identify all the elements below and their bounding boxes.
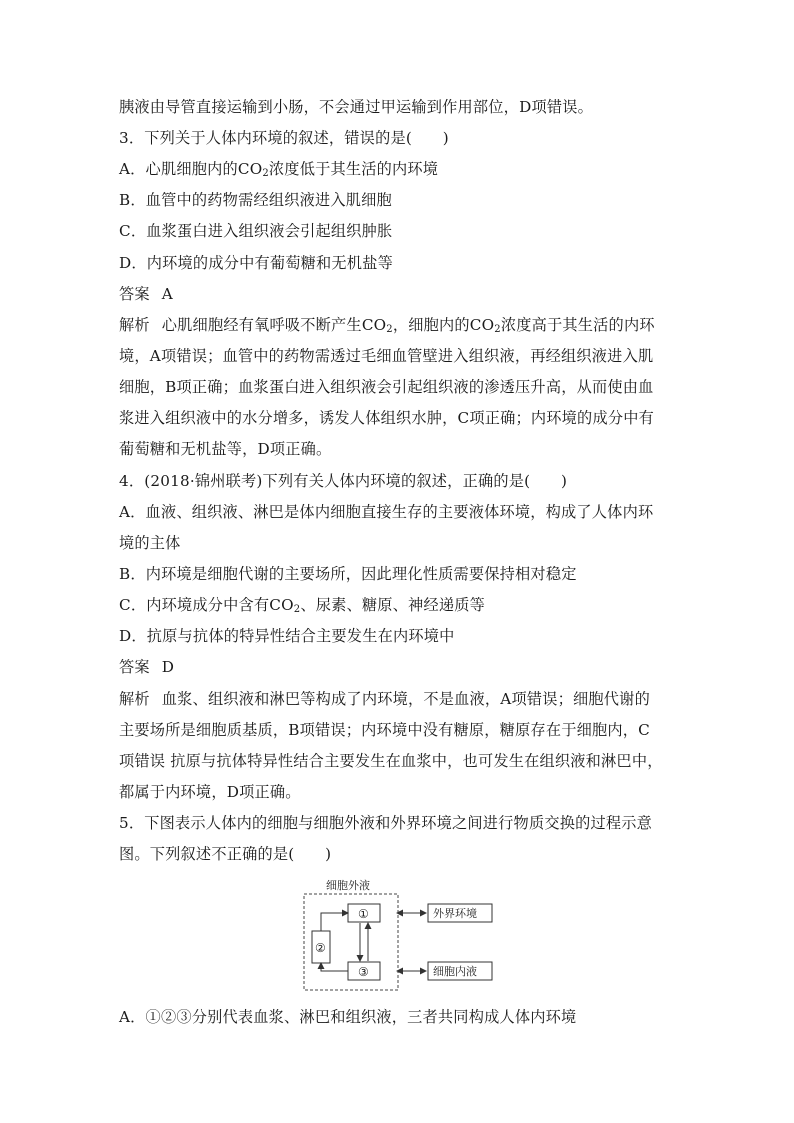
option-4d: D．抗原与抗体的特异性结合主要发生在内环境中	[119, 627, 455, 645]
option-3b: B．血管中的药物需经组织液进入肌细胞	[119, 191, 392, 209]
option-3c: C．血浆蛋白进入组织液会引起组织肿胀	[119, 222, 393, 240]
extracellular-fluid-label: 细胞外液	[326, 879, 370, 892]
question-5-line-2: 图。下列叙述不正确的是( )	[119, 845, 332, 863]
option-3d: D．内环境的成分中有葡萄糖和无机盐等	[119, 254, 393, 272]
node-3-label: ③	[358, 965, 369, 979]
node-1-label: ①	[358, 907, 369, 921]
explanation-4-line-4: 都属于内环境，D项正确。	[119, 783, 301, 801]
intracellular-fluid-label: 细胞内液	[433, 965, 477, 978]
explanation-3-line-1: 解析 心肌细胞经有氧呼吸不断产生$CO_2$，细胞内的$CO_2$浓度高于其生活的内环	[119, 316, 655, 335]
text-line: 胰液由导管直接运输到小肠，不会通过甲运输到作用部位，D项错误。	[119, 98, 594, 116]
answer-3: 答案 A	[119, 285, 173, 303]
exchange-diagram	[300, 876, 500, 994]
question-3: 3．下列关于人体内环境的叙述，错误的是( )	[119, 129, 449, 147]
option-4a-line-2: 境的主体	[119, 534, 181, 552]
external-environment-label: 外界环境	[433, 907, 477, 920]
option-4c: C．内环境成分中含有$CO_2$、尿素、糖原、神经递质等	[119, 596, 485, 615]
explanation-4-line-1: 解析 血浆、组织液和淋巴等构成了内环境，不是血液，A项错误；细胞代谢的	[119, 690, 650, 708]
explanation-4-line-3: 项错误 抗原与抗体特异性结合主要发生在血浆中，也可发生在组织液和淋巴中，	[119, 752, 663, 770]
arrow-3-to-2	[321, 963, 348, 971]
option-3a: A．心肌细胞内的$CO_2$浓度低于其生活的内环境	[119, 160, 439, 179]
question-5-line-1: 5．下图表示人体内的细胞与细胞外液和外界环境之间进行物质交换的过程示意	[119, 814, 653, 832]
question-4: 4．(2018·锦州联考)下列有关人体内环境的叙述，正确的是( )	[119, 472, 568, 490]
explanation-3-line-2: 境，A项错误；血管中的药物需透过毛细血管壁进入组织液，再经组织液进入肌	[119, 347, 654, 365]
option-5a: A．①②③分别代表血浆、淋巴和组织液，三者共同构成人体内环境	[119, 1008, 577, 1026]
option-4b: B．内环境是细胞代谢的主要场所，因此理化性质需要保持相对稳定	[119, 565, 577, 583]
explanation-3-line-3: 细胞，B项正确；血浆蛋白进入组织液会引起组织液的渗透压升高，从而使由血	[119, 378, 654, 396]
arrow-2-to-1	[321, 913, 348, 931]
explanation-3-line-4: 浆进入组织液中的水分增多，诱发人体组织水肿，C项正确；内环境的成分中有	[119, 409, 654, 427]
option-4a-line-1: A．血液、组织液、淋巴是体内细胞直接生存的主要液体环境，构成了人体内环	[119, 503, 654, 521]
explanation-4-line-2: 主要场所是细胞质基质，B项错误；内环境中没有糖原，糖原存在于细胞内，C	[119, 721, 650, 739]
node-2-label: ②	[315, 941, 326, 955]
answer-4: 答案 D	[119, 658, 175, 676]
explanation-3-line-5: 葡萄糖和无机盐等，D项正确。	[119, 440, 332, 458]
